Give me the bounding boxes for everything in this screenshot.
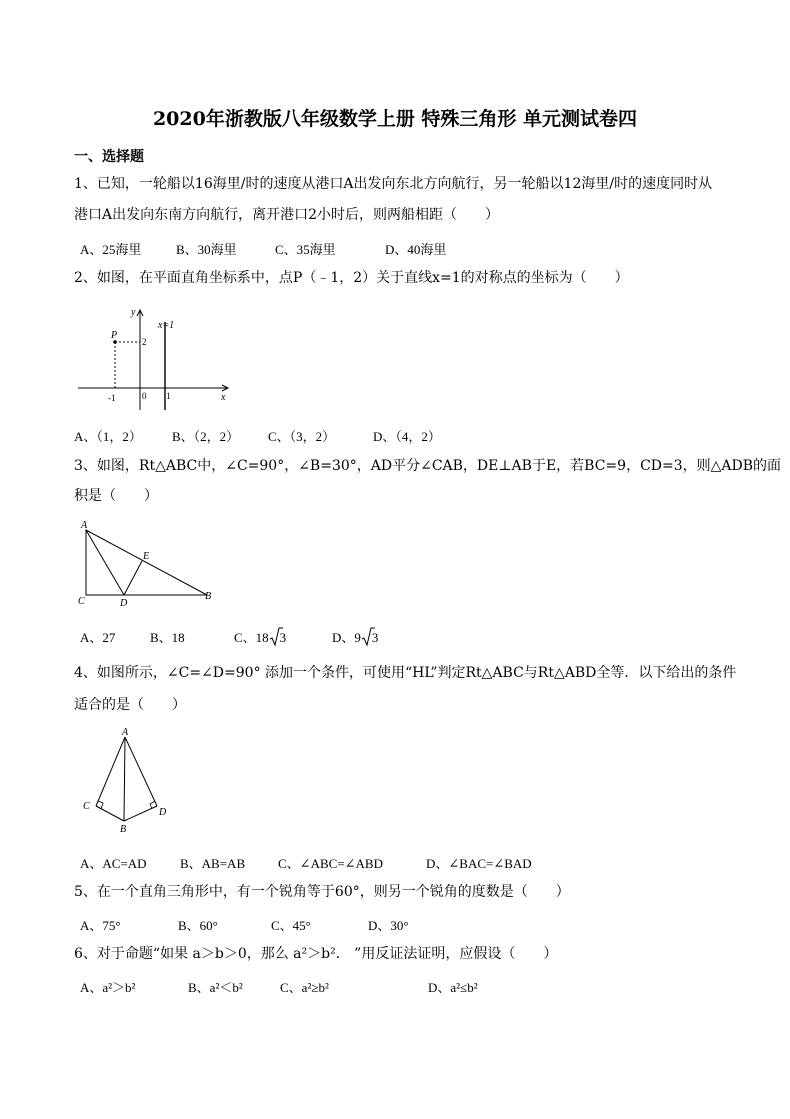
- label-a: A: [81, 520, 88, 531]
- question-5-line-1: 5、在一个直角三角形中，有一个锐角等于60°，则另一个锐角的度数是（ ）: [74, 884, 570, 900]
- question-4-option-b[interactable]: B、AB=AB: [180, 856, 246, 871]
- question-4-line-2: 适合的是（ ）: [74, 697, 186, 713]
- question-5-options: [0, 915, 790, 933]
- radicand: 3: [279, 630, 287, 645]
- question-2-figure: [70, 300, 240, 415]
- question-4-option-c[interactable]: C、∠ABC=∠ABD: [278, 856, 383, 871]
- label-c: C: [83, 801, 90, 812]
- segment-de: [124, 561, 142, 595]
- section-heading: 一、选择题: [74, 149, 144, 165]
- question-1-option-b[interactable]: B、30海里: [176, 242, 237, 257]
- question-6-options: [0, 977, 790, 995]
- label-neg1: -1: [108, 393, 116, 403]
- question-1-line-2: 港口A出发向东南方向航行，离开港口2小时后，则两船相距（ ）: [74, 207, 500, 223]
- label-d: D: [120, 598, 128, 609]
- question-5-option-c[interactable]: C、45°: [271, 918, 311, 933]
- question-3-options: [0, 627, 790, 649]
- question-2-options: [0, 426, 790, 444]
- label-b: B: [120, 824, 127, 835]
- question-6-option-a[interactable]: A、a²＞b²: [80, 980, 136, 995]
- question-6-option-c[interactable]: C、a²≥b²: [280, 980, 329, 995]
- question-3-option-c[interactable]: C、18 3: [234, 627, 286, 647]
- segment-ab: [124, 737, 125, 821]
- label-a: A: [122, 727, 129, 738]
- label-x-eq-1: x=1: [158, 320, 175, 331]
- question-3-line-2: 积是（ ）: [74, 488, 158, 504]
- triangle-abc: [86, 530, 207, 595]
- segment-ad: [125, 737, 157, 806]
- question-3-option-d[interactable]: D、9 3: [332, 627, 378, 647]
- question-2-option-d[interactable]: D、（4，2）: [373, 429, 441, 444]
- label-x: x: [221, 392, 226, 403]
- question-1-options: [0, 239, 790, 257]
- segment-ac: [96, 737, 125, 806]
- question-6-option-b[interactable]: B、a²＜b²: [188, 980, 243, 995]
- question-1-option-d[interactable]: D、40海里: [385, 242, 447, 257]
- question-3-line-1: 3、如图，Rt△ABC中，∠C=90°，∠B=30°，AD平分∠CAB，DE⊥AB于E，若BC=9，CD=3，则△ADB的面: [74, 458, 782, 474]
- radicand: 3: [371, 630, 379, 645]
- label-y: y: [131, 307, 136, 318]
- label-one: 1: [166, 391, 171, 401]
- label-e: E: [143, 551, 150, 562]
- question-1-option-c[interactable]: C、35海里: [275, 242, 336, 257]
- question-5-option-b[interactable]: B、60°: [178, 918, 218, 933]
- question-5-option-d[interactable]: D、30°: [368, 918, 409, 933]
- question-4-figure: [75, 725, 175, 837]
- segment-cb: [96, 806, 124, 821]
- question-3-figure: [70, 515, 220, 610]
- question-2-option-c[interactable]: C、（3，2）: [268, 429, 336, 444]
- page-title: 2020年浙教版八年级数学上册 特殊三角形 单元测试卷四: [152, 108, 638, 130]
- label-b: B: [205, 591, 212, 602]
- question-4-option-a[interactable]: A、AC=AD: [80, 856, 147, 871]
- question-2-line-1: 2、如图，在平面直角坐标系中，点P（﹣1，2）关于直线x=1的对称点的坐标为（ ）: [74, 270, 629, 286]
- question-3-option-b[interactable]: B、18: [150, 630, 185, 645]
- label-p: P: [111, 330, 118, 341]
- question-1-line-1: 1、已知，一轮船以16海里/时的速度从港口A出发向东北方向航行，另一轮船以12海里/时的速度同时从: [74, 176, 713, 192]
- label-two: 2: [142, 337, 147, 347]
- question-6-option-d[interactable]: D、a²≤b²: [428, 980, 478, 995]
- question-4-line-1: 4、如图所示，∠C=∠D=90° 添加一个条件，可使用“HL”判定Rt△ABC与Rt△ABD全等．以下给出的条件: [74, 665, 737, 681]
- label-zero: 0: [142, 391, 147, 401]
- label-c: C: [78, 596, 85, 607]
- question-6-line-1: 6、对于命题“如果 a＞b＞0，那么 a²＞b²． ”用反证法证明，应假设（ ）: [74, 946, 558, 962]
- question-4-options: [0, 853, 790, 871]
- question-5-option-a[interactable]: A、75°: [80, 918, 121, 933]
- question-3-option-a[interactable]: A、27: [80, 630, 116, 645]
- question-2-option-a[interactable]: A、（1，2）: [74, 429, 142, 444]
- question-2-option-b[interactable]: B、（2，2）: [172, 429, 240, 444]
- question-4-option-d[interactable]: D、∠BAC=∠BAD: [426, 856, 532, 871]
- label-d: D: [159, 807, 167, 818]
- question-1-option-a[interactable]: A、25海里: [80, 242, 142, 257]
